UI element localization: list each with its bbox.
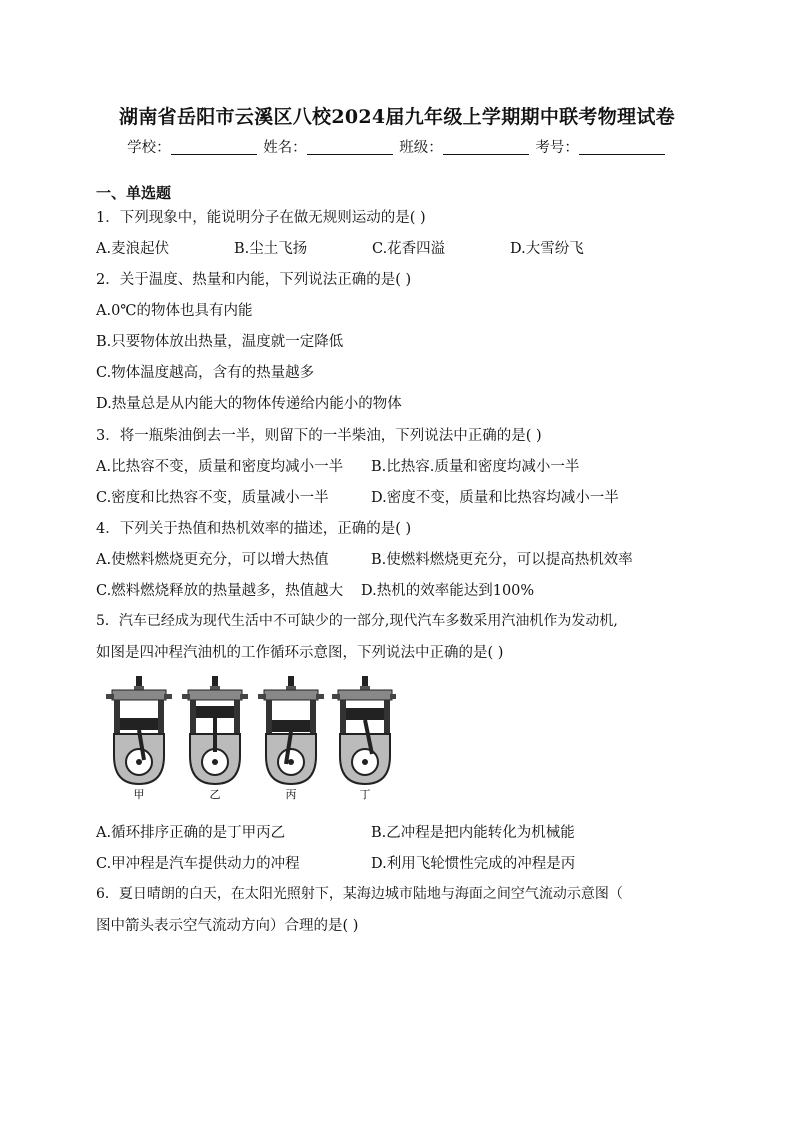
q4-option-b: B.使燃料燃烧更充分，可以提高热机效率 <box>371 552 633 568</box>
q1-option-d: D.大雪纷飞 <box>510 241 584 257</box>
q5-stem-line2: 如图是四冲程汽油机的工作循环示意图，下列说法中正确的是( ) <box>96 645 504 661</box>
school-label: 学校： <box>127 140 171 156</box>
page-title: 湖南省岳阳市云溪区八校2024届九年级上学期期中联考物理试卷 <box>119 106 675 128</box>
q3-option-b: B.比热容.质量和密度均减小一半 <box>371 459 580 475</box>
q1-option-a: A.麦浪起伏 <box>96 241 170 257</box>
q5-option-c: C.甲冲程是汽车提供动力的冲程 <box>96 856 300 872</box>
engine-stroke-figure <box>104 676 396 800</box>
q3-option-d: D.密度不变，质量和比热容均减小一半 <box>371 490 619 506</box>
exam-no-blank[interactable] <box>579 140 665 155</box>
q5-option-b: B.乙冲程是把内能转化为机械能 <box>371 825 575 841</box>
q2-option-b: B.只要物体放出热量，温度就一定降低 <box>96 334 344 350</box>
q4-option-c: C.燃料燃烧释放的热量越多，热值越大 <box>96 583 344 599</box>
school-blank[interactable] <box>171 140 257 155</box>
fig-label-ding: 丁 <box>359 788 371 800</box>
stroke-yi-diagram <box>182 676 248 784</box>
class-label: 班级： <box>399 140 443 156</box>
q2-option-c: C.物体温度越高，含有的热量越多 <box>96 365 315 381</box>
fig-label-jia: 甲 <box>133 788 145 800</box>
q1-option-b: B.尘土飞扬 <box>234 241 308 257</box>
q5-stem-line1: 5．汽车已经成为现代生活中不可缺少的一部分,现代汽车多数采用汽油机作为发动机, <box>96 613 618 629</box>
q5-option-d: D.利用飞轮惯性完成的冲程是丙 <box>371 856 576 872</box>
q4-option-d: D.热机的效率能达到100% <box>361 583 535 599</box>
q4-option-a: A.使燃料燃烧更充分，可以增大热值 <box>96 552 329 568</box>
name-label: 姓名： <box>263 140 307 156</box>
fig-label-yi: 乙 <box>209 788 221 800</box>
q6-stem-line2: 图中箭头表示空气流动方向）合理的是( ) <box>96 918 359 934</box>
q3-option-c: C.密度和比热容不变，质量减小一半 <box>96 490 329 506</box>
q1-stem: 1．下列现象中，能说明分子在做无规则运动的是( ) <box>96 210 426 226</box>
q3-stem: 3．将一瓶柴油倒去一半，则留下的一半柴油，下列说法中正确的是( ) <box>96 428 542 444</box>
name-blank[interactable] <box>307 140 393 155</box>
stroke-ding-diagram <box>332 676 396 784</box>
exam-no-label: 考号： <box>535 140 579 156</box>
student-info-row <box>0 136 794 157</box>
q2-option-d: D.热量总是从内能大的物体传递给内能小的物体 <box>96 396 402 412</box>
q3-option-a: A.比热容不变，质量和密度均减小一半 <box>96 459 344 475</box>
fig-label-bing: 丙 <box>285 788 297 800</box>
q4-stem: 4．下列关于热值和热机效率的描述，正确的是( ) <box>96 521 412 537</box>
section-heading: 一、单选题 <box>96 184 172 202</box>
stroke-jia-diagram <box>106 676 172 784</box>
q6-stem-line1: 6．夏日晴朗的白天，在太阳光照射下，某海边城市陆地与海面之间空气流动示意图（ <box>96 886 623 902</box>
q5-option-a: A.循环排序正确的是丁甲丙乙 <box>96 825 286 841</box>
q2-option-a: A.0℃的物体也具有内能 <box>96 303 253 319</box>
class-blank[interactable] <box>443 140 529 155</box>
q2-stem: 2．关于温度、热量和内能，下列说法正确的是( ) <box>96 272 412 288</box>
stroke-bing-diagram <box>258 676 324 784</box>
q1-option-c: C.花香四溢 <box>372 241 446 257</box>
